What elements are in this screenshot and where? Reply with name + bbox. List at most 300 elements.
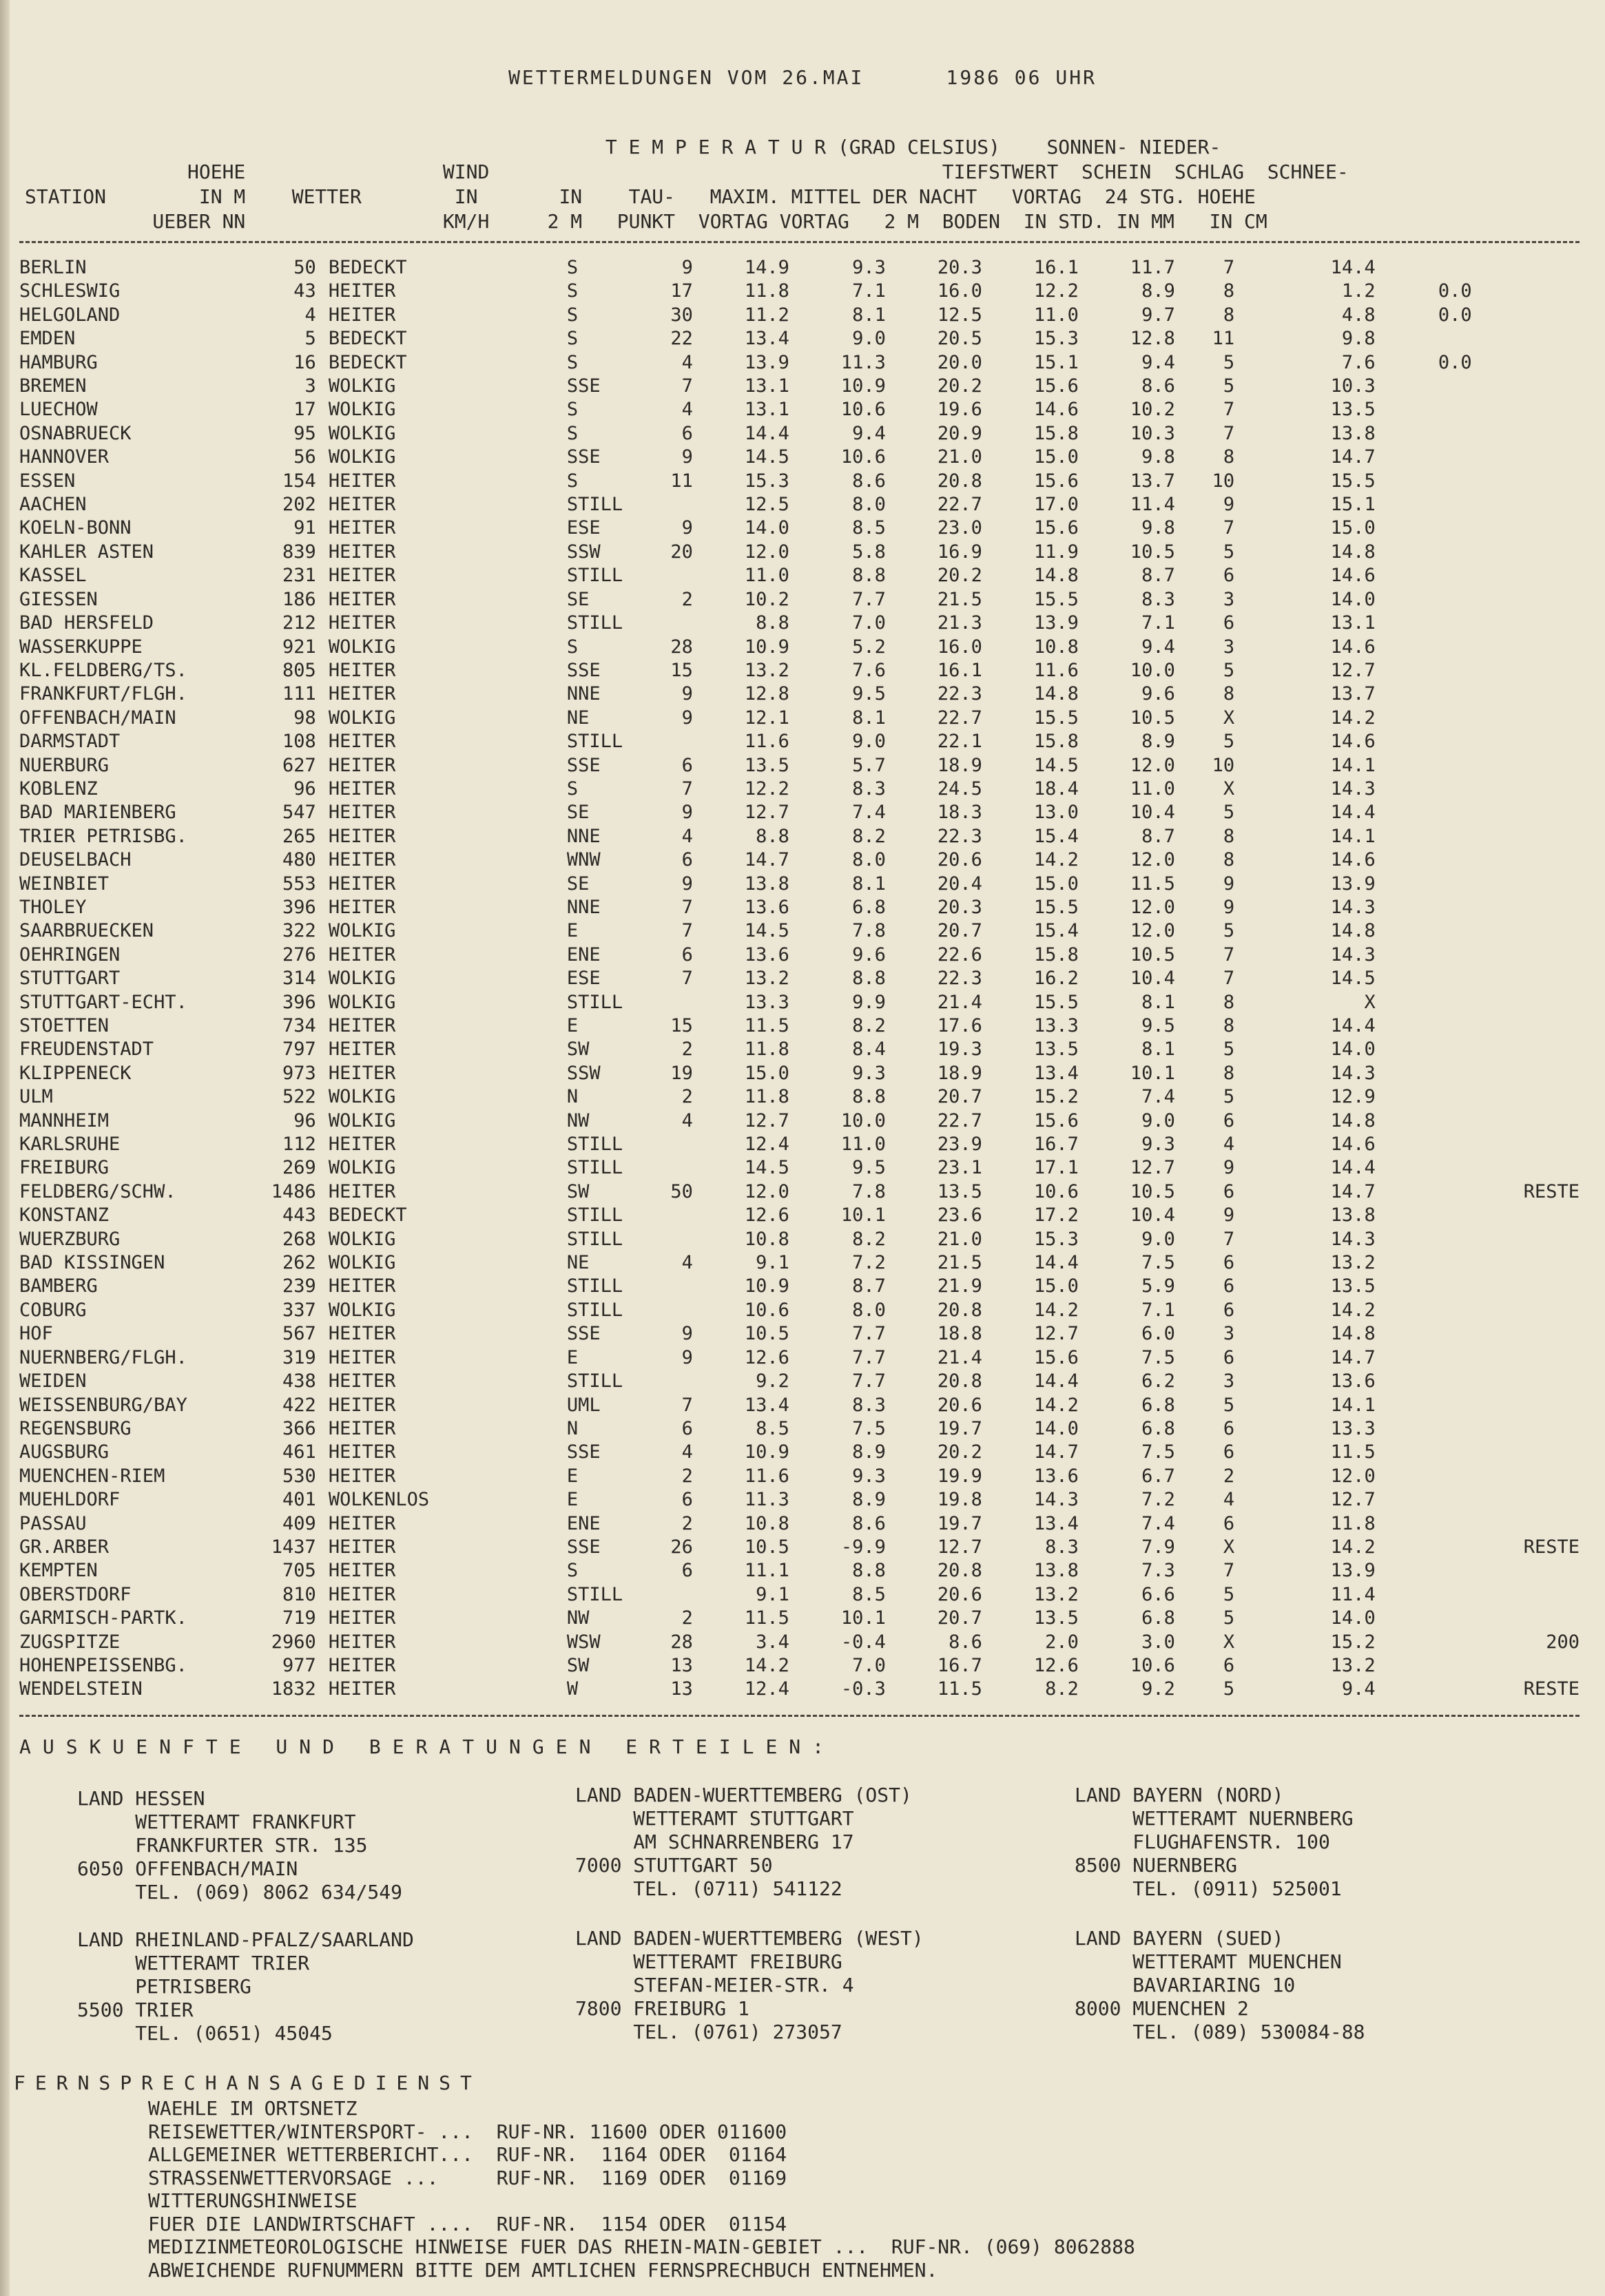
cell-tiefst-boden: 10 [1212,470,1235,492]
cell-maxim-vortag: 20.3 [937,896,982,918]
cell-wind-speed: 9 [681,707,693,729]
cell-maxim-vortag: 16.7 [937,1654,982,1676]
cell-wetter: WOLKIG [328,1157,396,1179]
cell-schneehoehe [1472,1583,1580,1607]
cell-wind-dir: S [566,422,579,444]
cell-niederschlag [1376,777,1472,801]
cell-tiefst-2m: 9.4 [1141,351,1175,373]
cell-maxim-vortag: 20.2 [937,565,982,587]
cell-hoehe: 734 [282,1015,316,1036]
cell-wetter: HEITER [328,1417,396,1439]
cell-temp-2m: 12.2 [744,777,789,800]
cell-tiefst-2m: 7.5 [1141,1252,1175,1274]
cell-tiefst-2m: 12.0 [1130,754,1175,776]
cell-tiefst-2m: 11.5 [1130,873,1175,895]
cell-niederschlag [1376,1299,1472,1322]
table-divider [19,1715,1580,1717]
cell-sonnenschein: 14.4 [1330,1157,1376,1179]
cell-sonnenschein: 14.8 [1330,1323,1376,1345]
cell-tiefst-2m: 8.9 [1141,280,1175,302]
cell-tiefst-boden: 6 [1223,1417,1235,1439]
cell-taupunkt: 10.9 [840,375,886,397]
cell-temp-2m: 13.2 [744,659,789,681]
cell-temp-2m: 13.1 [744,375,789,397]
cell-wind-dir: SE [566,588,590,610]
cell-taupunkt: 8.0 [852,849,886,871]
cell-station: WUERZBURG [19,1228,121,1250]
cell-station: BREMEN [19,375,87,397]
cell-station: AUGSBURG [19,1441,110,1463]
cell-taupunkt: 8.0 [852,1299,886,1321]
cell-taupunkt: 8.9 [852,1441,886,1463]
cell-schneehoehe [1472,493,1580,516]
cell-niederschlag [1376,1014,1472,1038]
cell-temp-2m: 11.1 [744,1560,789,1582]
cell-maxim-vortag: 20.9 [937,422,982,444]
cell-sonnenschein: 13.3 [1330,1417,1376,1439]
cell-niederschlag [1376,398,1472,421]
cell-wind-speed [626,493,693,516]
cell-schneehoehe [1472,967,1580,990]
cell-wetter: HEITER [328,1323,396,1345]
cell-schneehoehe [1472,516,1580,540]
cell-mittel-vortag: 15.8 [1033,422,1079,444]
cell-temp-2m: 12.1 [744,707,789,729]
cell-station: HELGOLAND [19,304,121,326]
cell-hoehe: 96 [293,1109,316,1131]
cell-niederschlag [1376,848,1472,872]
cell-hoehe: 366 [282,1417,316,1439]
cell-maxim-vortag: 21.0 [937,1228,982,1250]
cell-tiefst-boden: 8 [1223,825,1235,847]
table-row [19,612,1580,635]
cell-wind-speed: 13 [670,1654,693,1676]
cell-station: DEUSELBACH [19,849,132,871]
cell-schneehoehe: RESTE [1523,1536,1580,1558]
cell-hoehe: 1486 [271,1180,316,1202]
cell-schneehoehe [1472,612,1580,635]
cell-hoehe: 443 [282,1204,316,1227]
cell-maxim-vortag: 23.9 [937,1134,982,1156]
table-row [19,1607,1580,1630]
table-row [19,1156,1580,1180]
cell-taupunkt: 5.2 [852,636,886,658]
cell-maxim-vortag: 22.7 [937,494,982,516]
cell-tiefst-2m: 8.1 [1141,1039,1175,1061]
cell-wetter: WOLKIG [328,1252,396,1274]
cell-wind-speed: 6 [681,422,693,444]
cell-schneehoehe [1472,1346,1580,1370]
cell-maxim-vortag: 18.8 [937,1323,982,1345]
cell-schneehoehe [1472,1654,1580,1678]
cell-hoehe: 98 [293,707,316,729]
cell-sonnenschein: 12.7 [1330,1489,1376,1511]
cell-wind-speed: 4 [681,825,693,847]
cell-tiefst-2m: 12.0 [1130,920,1175,942]
cell-maxim-vortag: 12.7 [937,1536,982,1558]
cell-tiefst-boden: 6 [1223,1109,1235,1131]
cell-wind-dir: SW [566,1039,590,1061]
header-divider [19,241,1580,243]
cell-tiefst-boden: 3 [1223,588,1235,610]
cell-schneehoehe [1472,327,1580,351]
cell-schneehoehe [1472,1441,1580,1464]
cell-wind-speed: 2 [681,1465,693,1487]
cell-sonnenschein: 11.8 [1330,1512,1376,1534]
cell-niederschlag [1376,919,1472,943]
cell-maxim-vortag: 17.6 [937,1015,982,1036]
cell-tiefst-boden: 8 [1223,446,1235,468]
cell-hoehe: 719 [282,1607,316,1629]
cell-niederschlag [1376,493,1472,516]
cell-maxim-vortag: 19.9 [937,1465,982,1487]
cell-tiefst-boden: 9 [1223,896,1235,918]
cell-niederschlag [1376,825,1472,848]
cell-sonnenschein: 14.3 [1330,896,1376,918]
cell-maxim-vortag: 20.8 [937,1560,982,1582]
table-row [19,848,1580,872]
cell-wind-dir: E [566,1346,579,1368]
cell-sonnenschein: 9.4 [1341,1678,1376,1700]
cell-wind-dir: E [566,1489,579,1511]
cell-mittel-vortag: 2.0 [1045,1631,1079,1653]
cell-hoehe: 461 [282,1441,316,1463]
cell-hoehe: 973 [282,1062,316,1084]
cell-wind-dir: ENE [566,1512,601,1534]
cell-schneehoehe [1472,896,1580,919]
cell-hoehe: 111 [282,683,316,705]
cell-station: WASSERKUPPE [19,636,143,658]
cell-wind-speed [626,1299,693,1322]
cell-maxim-vortag: 23.6 [937,1204,982,1227]
cell-station: BERLIN [19,257,87,278]
cell-tiefst-2m: 7.2 [1141,1489,1175,1511]
cell-tiefst-2m: 9.0 [1141,1109,1175,1131]
cell-tiefst-2m: 7.5 [1141,1441,1175,1463]
cell-taupunkt: 8.8 [852,1086,886,1108]
cell-hoehe: 231 [282,565,316,587]
cell-hoehe: 401 [282,1489,316,1511]
cell-station: KOBLENZ [19,777,98,800]
cell-temp-2m: 10.8 [744,1228,789,1250]
cell-schneehoehe [1472,1559,1580,1583]
cell-tiefst-boden: 5 [1223,1583,1235,1605]
cell-mittel-vortag: 15.0 [1033,1275,1079,1297]
cell-maxim-vortag: 22.1 [937,731,982,753]
cell-niederschlag [1376,1251,1472,1275]
cell-wind-dir: N [566,1086,579,1108]
cell-schneehoehe [1472,1465,1580,1488]
cell-wetter: HEITER [328,1560,396,1582]
cell-temp-2m: 13.9 [744,351,789,373]
table-row [19,636,1580,659]
cell-sonnenschein: 12.0 [1330,1465,1376,1487]
cell-taupunkt: 7.0 [852,1654,886,1676]
cell-taupunkt: 7.7 [852,588,886,610]
cell-mittel-vortag: 17.2 [1033,1204,1079,1227]
cell-tiefst-2m: 8.7 [1141,565,1175,587]
cell-mittel-vortag: 12.7 [1033,1323,1079,1345]
fernsprech-text: WAEHLE IM ORTSNETZ REISEWETTER/WINTERSPORT- ... RUF-NR. 11600 ODER 011600 ALLGEMEINER WETTERBERICHT... RUF-NR. 1164 ODER 01164 STRASSENWETTERVORSAGE ... RUF-NR. 1169 ODER 01169 WITTERUNGSHINWEISE FUER DIE LANDWIRTSCHAFT .... RUF-NR. 1154 ODER 01154 MEDIZINMETEOROLOGISCHE HINWEISE FUER DAS RHEIN-MAIN-GEBIET ... RUF-NR. (069) 8062888 ABWEICHENDE RUFNUMMERN BITTE DEM AMTLICHEN FERNSPRECHBUCH ENTNEHMEN. [148,2097,1135,2282]
cell-sonnenschein: 13.9 [1330,873,1376,895]
cell-temp-2m: 10.9 [744,1441,789,1463]
cell-mittel-vortag: 13.4 [1033,1512,1079,1534]
cell-wind-speed: 4 [681,351,693,373]
cell-taupunkt: 7.0 [852,612,886,634]
cell-wind-dir: NW [566,1607,590,1629]
cell-tiefst-2m: 10.3 [1130,422,1175,444]
cell-wetter: HEITER [328,1134,396,1156]
cell-schneehoehe [1472,1417,1580,1441]
cell-temp-2m: 12.7 [744,802,789,824]
cell-taupunkt: 9.6 [852,943,886,966]
cell-temp-2m: 10.2 [744,588,789,610]
cell-station: HANNOVER [19,446,110,468]
table-row [19,777,1580,801]
cell-schneehoehe [1472,754,1580,777]
cell-taupunkt: 7.7 [852,1370,886,1392]
cell-tiefst-boden: 9 [1223,494,1235,516]
cell-sonnenschein: 14.8 [1330,920,1376,942]
cell-hoehe: 268 [282,1228,316,1250]
cell-mittel-vortag: 15.4 [1033,825,1079,847]
cell-wetter: WOLKIG [328,422,396,444]
cell-wind-dir: NNE [566,683,601,705]
cell-schneehoehe [1472,1085,1580,1109]
cell-schneehoehe [1472,873,1580,896]
cell-schneehoehe [1472,1488,1580,1512]
cell-taupunkt: 7.7 [852,1346,886,1368]
cell-mittel-vortag: 15.8 [1033,731,1079,753]
table-row [19,1299,1580,1322]
cell-hoehe: 705 [282,1560,316,1582]
cell-wetter: HEITER [328,1583,396,1605]
cell-maxim-vortag: 16.0 [937,280,982,302]
cell-mittel-vortag: 13.2 [1033,1583,1079,1605]
cell-taupunkt: 9.0 [852,328,886,350]
cell-mittel-vortag: 10.8 [1033,636,1079,658]
cell-mittel-vortag: 15.3 [1033,1228,1079,1250]
cell-tiefst-boden: 6 [1223,1299,1235,1321]
cell-tiefst-2m: 7.4 [1141,1512,1175,1534]
cell-mittel-vortag: 11.0 [1033,304,1079,326]
table-row [19,1133,1580,1156]
cell-station: AACHEN [19,494,87,516]
cell-temp-2m: 15.3 [744,470,789,492]
cell-taupunkt: 5.8 [852,541,886,563]
cell-station: KASSEL [19,565,87,587]
cell-niederschlag [1376,1228,1472,1251]
cell-sonnenschein: 14.4 [1330,257,1376,278]
cell-temp-2m: 15.0 [744,1062,789,1084]
cell-wetter: HEITER [328,896,396,918]
cell-tiefst-2m: 10.5 [1130,943,1175,966]
cell-wind-speed: 7 [681,968,693,990]
cell-niederschlag [1376,612,1472,635]
cell-wind-speed: 9 [681,802,693,824]
cell-wind-dir: NNE [566,825,601,847]
cell-tiefst-2m: 9.2 [1141,1678,1175,1700]
cell-tiefst-boden: 5 [1223,351,1235,373]
cell-sonnenschein: 14.8 [1330,1109,1376,1131]
cell-tiefst-boden: 3 [1223,636,1235,658]
cell-taupunkt: 7.5 [852,1417,886,1439]
cell-temp-2m: 8.8 [756,612,789,634]
cell-wetter: HEITER [328,517,396,539]
auskuenfte-title: AUSKUENFTE UND BERATUNGEN ERTEILEN: [19,1735,836,1758]
cell-wind-dir: E [566,1015,579,1036]
cell-sonnenschein: 14.6 [1330,1134,1376,1156]
cell-maxim-vortag: 16.1 [937,659,982,681]
cell-tiefst-boden: 4 [1223,1489,1235,1511]
cell-hoehe: 322 [282,920,316,942]
cell-temp-2m: 13.3 [744,991,789,1013]
cell-niederschlag [1376,1559,1472,1583]
cell-tiefst-boden: 5 [1223,1086,1235,1108]
cell-wind-speed: 9 [681,1346,693,1368]
cell-sonnenschein: 14.2 [1330,1299,1376,1321]
cell-taupunkt: 10.0 [840,1109,886,1131]
cell-taupunkt: 9.0 [852,731,886,753]
cell-taupunkt: 8.8 [852,565,886,587]
cell-hoehe: 438 [282,1370,316,1392]
column-headers: T E M P E R A T U R (GRAD CELSIUS) SONNEN- NIEDER- HOEHE WIND TIEFSTWERT SCHEIN SCHLAG SCHNEE- STATION IN M WETTER IN IN TAU- MAXIM. MITTEL DER NACHT VORTAG 24 STG. HOEHE UEBER NN KM/H 2 M PUNKT VORTAG VORTAG 2 M BODEN IN STD. IN MM IN CM [25,136,1349,233]
table-row [19,967,1580,990]
cell-hoehe: 16 [293,351,316,373]
cell-temp-2m: 13.4 [744,1394,789,1416]
cell-hoehe: 396 [282,991,316,1013]
cell-wetter: BEDECKT [328,351,407,373]
cell-mittel-vortag: 14.2 [1033,849,1079,871]
cell-wind-speed [626,612,693,635]
cell-wetter: HEITER [328,588,396,610]
cell-wetter: HEITER [328,494,396,516]
cell-temp-2m: 14.4 [744,422,789,444]
cell-schneehoehe [1472,682,1580,706]
cell-maxim-vortag: 22.3 [937,683,982,705]
cell-tiefst-2m: 9.0 [1141,1228,1175,1250]
cell-wind-dir: S [566,328,579,350]
cell-tiefst-2m: 6.0 [1141,1323,1175,1345]
cell-hoehe: 91 [293,517,316,539]
cell-maxim-vortag: 12.5 [937,304,982,326]
cell-wetter: WOLKIG [328,375,396,397]
cell-temp-2m: 13.8 [744,873,789,895]
cell-hoehe: 2960 [271,1631,316,1653]
cell-mittel-vortag: 12.6 [1033,1654,1079,1676]
cell-hoehe: 5 [304,328,316,350]
cell-wetter: HEITER [328,683,396,705]
table-row [19,1062,1580,1085]
cell-schneehoehe [1472,1299,1580,1322]
cell-wind-dir: STILL [566,1228,623,1250]
cell-taupunkt: 9.3 [852,257,886,278]
cell-niederschlag: 0.0 [1438,351,1472,373]
table-row [19,1417,1580,1441]
cell-mittel-vortag: 11.9 [1033,541,1079,563]
cell-taupunkt: 8.7 [852,1275,886,1297]
cell-wetter: WOLKIG [328,920,396,942]
cell-wind-speed: 7 [681,896,693,918]
cell-sonnenschein: 14.0 [1330,1607,1376,1629]
cell-maxim-vortag: 23.1 [937,1157,982,1179]
cell-tiefst-boden: 3 [1223,1323,1235,1345]
cell-wind-dir: S [566,1560,579,1582]
cell-niederschlag [1376,1370,1472,1393]
cell-taupunkt: 7.1 [852,280,886,302]
weather-table-body [19,256,1580,1702]
cell-maxim-vortag: 20.5 [937,328,982,350]
cell-tiefst-2m: 12.8 [1130,328,1175,350]
cell-niederschlag [1376,1275,1472,1298]
cell-tiefst-2m: 12.7 [1130,1157,1175,1179]
cell-schneehoehe [1472,564,1580,587]
cell-tiefst-boden: 9 [1223,1157,1235,1179]
cell-wind-speed: 26 [670,1536,693,1558]
table-row [19,943,1580,967]
cell-tiefst-boden: 7 [1223,399,1235,421]
cell-wind-speed: 4 [681,1252,693,1274]
cell-niederschlag [1376,1346,1472,1370]
cell-wind-speed: 2 [681,588,693,610]
cell-wind-dir: NW [566,1109,590,1131]
cell-wind-dir: N [566,1417,579,1439]
cell-temp-2m: 14.7 [744,849,789,871]
cell-tiefst-2m: 8.6 [1141,375,1175,397]
table-row [19,516,1580,540]
cell-station: OSNABRUECK [19,422,132,444]
cell-niederschlag [1376,541,1472,564]
cell-sonnenschein: 14.5 [1330,968,1376,990]
cell-mittel-vortag: 15.4 [1033,920,1079,942]
cell-schneehoehe [1472,1133,1580,1156]
cell-temp-2m: 12.4 [744,1678,789,1700]
cell-niederschlag [1376,564,1472,587]
cell-tiefst-2m: 10.5 [1130,707,1175,729]
cell-maxim-vortag: 13.5 [937,1180,982,1202]
cell-station: FREUDENSTADT [19,1039,154,1061]
table-row [19,470,1580,493]
cell-sonnenschein: 15.5 [1330,470,1376,492]
cell-mittel-vortag: 15.1 [1033,351,1079,373]
cell-temp-2m: 13.4 [744,328,789,350]
cell-mittel-vortag: 14.5 [1033,754,1079,776]
cell-wind-speed: 4 [681,1441,693,1463]
cell-wind-speed: 9 [681,257,693,278]
cell-tiefst-boden: 8 [1223,280,1235,302]
cell-schneehoehe [1472,470,1580,493]
cell-wind-dir: SW [566,1654,590,1676]
office-hessen: LAND HESSEN WETTERAMT FRANKFURT FRANKFURTER STR. 135 6050 OFFENBACH/MAIN TEL. (069) 8062 634/549 [77,1787,403,1903]
cell-taupunkt: 5.7 [852,754,886,776]
cell-wind-speed: 9 [681,517,693,539]
table-row [19,1085,1580,1109]
cell-taupunkt: 9.5 [852,683,886,705]
cell-wetter: HEITER [328,1536,396,1558]
cell-wind-dir: STILL [566,1275,623,1297]
office-bayern-sued: LAND BAYERN (SUED) WETTERAMT MUENCHEN BAVARIARING 10 8000 MUENCHEN 2 TEL. (089) 530084-88 [1075,1927,1365,2043]
cell-mittel-vortag: 8.2 [1045,1678,1079,1700]
cell-hoehe: 567 [282,1323,316,1345]
cell-sonnenschein: 14.8 [1330,541,1376,563]
cell-taupunkt: -0.3 [840,1678,886,1700]
cell-tiefst-boden: 8 [1223,991,1235,1013]
cell-maxim-vortag: 20.2 [937,375,982,397]
cell-tiefst-2m: 7.5 [1141,1346,1175,1368]
cell-hoehe: 212 [282,612,316,634]
cell-taupunkt: 10.1 [840,1607,886,1629]
cell-wind-dir: SSE [566,375,601,397]
